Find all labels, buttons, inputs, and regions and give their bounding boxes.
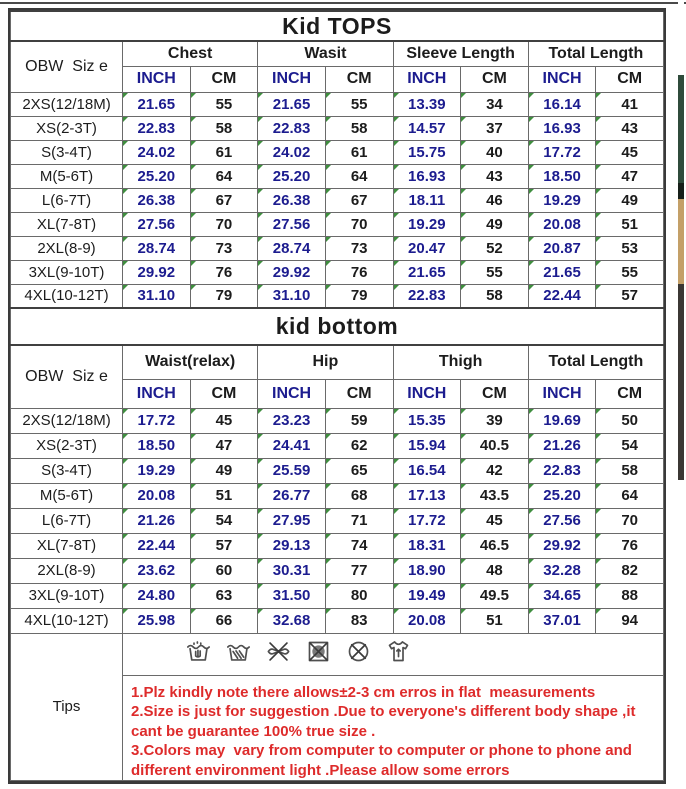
inch-value: 37.01: [528, 608, 596, 633]
cm-value: 73: [190, 236, 258, 260]
table-row: [11, 116, 664, 140]
adjacent-photo-strip: [678, 0, 684, 789]
inch-value: 26.38: [123, 188, 191, 212]
inch-value: 31.10: [258, 284, 326, 308]
cm-value: 55: [325, 92, 393, 116]
inch-value: 17.13: [393, 483, 461, 508]
care-icons-cell: [123, 633, 664, 675]
inch-value: 18.90: [393, 558, 461, 583]
inch-value: 19.29: [528, 188, 596, 212]
inch-value: 27.56: [258, 212, 326, 236]
size-chart-table: [10, 10, 664, 781]
group-header: Hip: [258, 345, 393, 379]
photo-strip-segment: [678, 199, 684, 284]
cm-value: 65: [325, 458, 393, 483]
inch-value: 28.74: [123, 236, 191, 260]
inch-value: 18.11: [393, 188, 461, 212]
inch-value: 18.31: [393, 533, 461, 558]
cm-header: CM: [325, 66, 393, 92]
group-header: Waist(relax): [123, 345, 258, 379]
group-header: Wasit: [258, 41, 393, 66]
table-row: [11, 533, 664, 558]
inch-value: 20.08: [393, 608, 461, 633]
cm-value: 64: [190, 164, 258, 188]
kid-bottom-title: kid bottom: [11, 308, 664, 345]
size-row-label: XL(7-8T): [11, 212, 123, 236]
kid-tops-title-row: [11, 11, 664, 41]
inch-value: 31.10: [123, 284, 191, 308]
table-row: [11, 433, 664, 458]
inch-value: 24.02: [123, 140, 191, 164]
cm-header: CM: [596, 379, 664, 408]
do-not-tumble-dry-icon: [305, 638, 332, 670]
table-row: [11, 140, 664, 164]
do-not-dry-clean-icon: [345, 638, 372, 670]
inch-value: 27.56: [528, 508, 596, 533]
cm-value: 41: [596, 92, 664, 116]
cm-value: 67: [190, 188, 258, 212]
table-row: [11, 164, 664, 188]
inch-value: 20.47: [393, 236, 461, 260]
cm-value: 79: [325, 284, 393, 308]
cm-header: CM: [325, 379, 393, 408]
cm-value: 49: [461, 212, 529, 236]
inch-header: INCH: [123, 66, 191, 92]
cm-value: 70: [325, 212, 393, 236]
cm-value: 51: [596, 212, 664, 236]
cm-value: 67: [325, 188, 393, 212]
cm-value: 55: [596, 260, 664, 284]
cm-header: CM: [461, 379, 529, 408]
inch-value: 29.92: [123, 260, 191, 284]
cm-value: 43: [461, 164, 529, 188]
inch-header: INCH: [528, 379, 596, 408]
inch-value: 22.83: [258, 116, 326, 140]
inch-value: 15.35: [393, 408, 461, 433]
inch-value: 25.20: [528, 483, 596, 508]
inch-value: 14.57: [393, 116, 461, 140]
cm-value: 58: [190, 116, 258, 140]
inch-value: 32.28: [528, 558, 596, 583]
inch-value: 24.41: [258, 433, 326, 458]
inch-value: 26.38: [258, 188, 326, 212]
size-row-label: 2XS(12/18M): [11, 408, 123, 433]
cm-value: 51: [461, 608, 529, 633]
kid-tops-group-header-row: [11, 41, 664, 66]
size-row-label: XS(2-3T): [11, 116, 123, 140]
cm-value: 60: [190, 558, 258, 583]
size-row-label: M(5-6T): [11, 483, 123, 508]
inch-value: 25.20: [123, 164, 191, 188]
inch-value: 25.20: [258, 164, 326, 188]
photo-strip-segment: [678, 0, 684, 75]
cm-value: 68: [325, 483, 393, 508]
inch-value: 24.80: [123, 583, 191, 608]
cm-value: 76: [190, 260, 258, 284]
group-header: Thigh: [393, 345, 528, 379]
photo-strip-segment: [678, 284, 684, 480]
inch-value: 15.75: [393, 140, 461, 164]
size-column-header: OBW Siz e: [11, 41, 123, 92]
inch-header: INCH: [258, 379, 326, 408]
inch-header: INCH: [258, 66, 326, 92]
table-row: [11, 260, 664, 284]
inch-value: 19.69: [528, 408, 596, 433]
cm-value: 62: [325, 433, 393, 458]
cm-value: 77: [325, 558, 393, 583]
kid-tops-title: Kid TOPS: [11, 11, 664, 41]
inch-value: 31.50: [258, 583, 326, 608]
inch-header: INCH: [123, 379, 191, 408]
cm-value: 37: [461, 116, 529, 140]
cm-value: 49.5: [461, 583, 529, 608]
cm-header: CM: [190, 66, 258, 92]
cm-header: CM: [461, 66, 529, 92]
inch-value: 23.62: [123, 558, 191, 583]
group-header: Chest: [123, 41, 258, 66]
cm-value: 76: [325, 260, 393, 284]
cm-value: 55: [190, 92, 258, 116]
inch-value: 16.54: [393, 458, 461, 483]
top-border-rule: [0, 2, 686, 4]
cm-value: 74: [325, 533, 393, 558]
inch-value: 22.44: [528, 284, 596, 308]
inch-value: 22.83: [393, 284, 461, 308]
inch-value: 29.92: [258, 260, 326, 284]
table-row: [11, 483, 664, 508]
inch-value: 15.94: [393, 433, 461, 458]
tips-text-cell: [123, 675, 664, 781]
cm-value: 47: [190, 433, 258, 458]
cm-value: 73: [325, 236, 393, 260]
cm-value: 34: [461, 92, 529, 116]
table-row: [11, 408, 664, 433]
kid-bottom-group-header-row: [11, 345, 664, 379]
cm-value: 40.5: [461, 433, 529, 458]
inch-value: 20.87: [528, 236, 596, 260]
inch-value: 20.08: [123, 483, 191, 508]
cm-value: 40: [461, 140, 529, 164]
cm-value: 50: [596, 408, 664, 433]
cm-value: 45: [190, 408, 258, 433]
photo-strip-segment: [678, 480, 684, 789]
table-row: [11, 236, 664, 260]
cm-value: 54: [190, 508, 258, 533]
inch-value: 13.39: [393, 92, 461, 116]
inch-value: 27.95: [258, 508, 326, 533]
cm-value: 55: [461, 260, 529, 284]
table-row: [11, 558, 664, 583]
inch-header: INCH: [528, 66, 596, 92]
cm-value: 83: [325, 608, 393, 633]
cm-value: 43: [596, 116, 664, 140]
inch-value: 22.83: [528, 458, 596, 483]
cm-value: 53: [596, 236, 664, 260]
cm-value: 88: [596, 583, 664, 608]
cm-value: 61: [190, 140, 258, 164]
inch-value: 29.13: [258, 533, 326, 558]
inch-value: 25.59: [258, 458, 326, 483]
table-row: [11, 284, 664, 308]
inch-value: 21.65: [123, 92, 191, 116]
size-row-label: L(6-7T): [11, 508, 123, 533]
inch-value: 21.26: [528, 433, 596, 458]
size-chart-sheet: [8, 8, 666, 784]
cm-value: 70: [596, 508, 664, 533]
cm-value: 80: [325, 583, 393, 608]
tip-line-2: 2.Size is just for suggestion .Due to everyone's different body shape ,it cant be guarantee 100% true size .: [131, 703, 640, 740]
cm-value: 43.5: [461, 483, 529, 508]
inch-value: 21.65: [258, 92, 326, 116]
tips-label: Tips: [11, 633, 123, 781]
inch-value: 22.83: [123, 116, 191, 140]
table-row: [11, 458, 664, 483]
size-row-label: 2XS(12/18M): [11, 92, 123, 116]
inch-value: 27.56: [123, 212, 191, 236]
size-row-label: 2XL(8-9): [11, 558, 123, 583]
inch-value: 25.98: [123, 608, 191, 633]
wash-tub-icon: [225, 638, 252, 670]
cm-value: 70: [190, 212, 258, 236]
photo-strip-segment: [678, 75, 684, 183]
cm-value: 64: [325, 164, 393, 188]
inch-header: INCH: [393, 379, 461, 408]
cm-value: 57: [596, 284, 664, 308]
cm-value: 52: [461, 236, 529, 260]
inch-value: 21.65: [393, 260, 461, 284]
size-row-label: S(3-4T): [11, 458, 123, 483]
inch-value: 34.65: [528, 583, 596, 608]
cm-value: 79: [190, 284, 258, 308]
group-header: Total Length: [528, 41, 663, 66]
size-row-label: 4XL(10-12T): [11, 284, 123, 308]
size-row-label: S(3-4T): [11, 140, 123, 164]
inch-value: 21.26: [123, 508, 191, 533]
table-row: [11, 508, 664, 533]
inch-value: 21.65: [528, 260, 596, 284]
tip-line-3: 3.Colors may vary from computer to computer or phone to phone and different environment light .Please allow some errors: [131, 742, 637, 779]
inch-value: 19.29: [393, 212, 461, 236]
table-row: [11, 583, 664, 608]
inch-value: 19.49: [393, 583, 461, 608]
inch-value: 17.72: [528, 140, 596, 164]
inch-value: 18.50: [528, 164, 596, 188]
inch-value: 22.44: [123, 533, 191, 558]
inch-value: 16.14: [528, 92, 596, 116]
inch-value: 18.50: [123, 433, 191, 458]
cm-value: 66: [190, 608, 258, 633]
size-row-label: L(6-7T): [11, 188, 123, 212]
inch-value: 16.93: [393, 164, 461, 188]
table-row: [11, 92, 664, 116]
tip-line-1: 1.Plz kindly note there allows±2-3 cm erros in flat measurements: [131, 683, 596, 701]
cm-value: 54: [596, 433, 664, 458]
cm-value: 71: [325, 508, 393, 533]
cm-value: 45: [461, 508, 529, 533]
inch-value: 19.29: [123, 458, 191, 483]
size-row-label: 2XL(8-9): [11, 236, 123, 260]
size-row-label: XL(7-8T): [11, 533, 123, 558]
cm-value: 76: [596, 533, 664, 558]
cm-value: 59: [325, 408, 393, 433]
cm-value: 58: [325, 116, 393, 140]
cm-value: 63: [190, 583, 258, 608]
cm-value: 46.5: [461, 533, 529, 558]
cm-value: 49: [596, 188, 664, 212]
size-column-header: OBW Siz e: [11, 345, 123, 408]
inch-value: 32.68: [258, 608, 326, 633]
inch-value: 26.77: [258, 483, 326, 508]
table-row: [11, 188, 664, 212]
size-row-label: 3XL(9-10T): [11, 583, 123, 608]
inch-value: 20.08: [528, 212, 596, 236]
inch-value: 29.92: [528, 533, 596, 558]
care-icons: [123, 638, 663, 670]
cm-value: 47: [596, 164, 664, 188]
inch-value: 28.74: [258, 236, 326, 260]
cm-value: 39: [461, 408, 529, 433]
cm-value: 58: [596, 458, 664, 483]
size-row-label: XS(2-3T): [11, 433, 123, 458]
inch-value: 30.31: [258, 558, 326, 583]
cm-header: CM: [190, 379, 258, 408]
do-not-wring-icon: [265, 638, 292, 670]
cm-value: 42: [461, 458, 529, 483]
size-row-label: 3XL(9-10T): [11, 260, 123, 284]
group-header: Total Length: [528, 345, 663, 379]
inch-header: INCH: [393, 66, 461, 92]
inch-value: 16.93: [528, 116, 596, 140]
cm-value: 58: [461, 284, 529, 308]
cm-value: 57: [190, 533, 258, 558]
cm-value: 64: [596, 483, 664, 508]
cm-value: 51: [190, 483, 258, 508]
cm-value: 45: [596, 140, 664, 164]
table-row: [11, 608, 664, 633]
size-row-label: 4XL(10-12T): [11, 608, 123, 633]
kid-bottom-title-row: [11, 308, 664, 345]
inch-value: 17.72: [123, 408, 191, 433]
hand-wash-icon: [185, 638, 212, 670]
table-row: [11, 212, 664, 236]
photo-strip-segment: [678, 183, 684, 199]
inch-value: 23.23: [258, 408, 326, 433]
inch-value: 24.02: [258, 140, 326, 164]
cm-value: 49: [190, 458, 258, 483]
size-row-label: M(5-6T): [11, 164, 123, 188]
cm-header: CM: [596, 66, 664, 92]
cm-value: 82: [596, 558, 664, 583]
cm-value: 48: [461, 558, 529, 583]
inch-value: 17.72: [393, 508, 461, 533]
drip-dry-shirt-icon: [385, 638, 412, 670]
cm-value: 61: [325, 140, 393, 164]
group-header: Sleeve Length: [393, 41, 528, 66]
cm-value: 94: [596, 608, 664, 633]
cm-value: 46: [461, 188, 529, 212]
